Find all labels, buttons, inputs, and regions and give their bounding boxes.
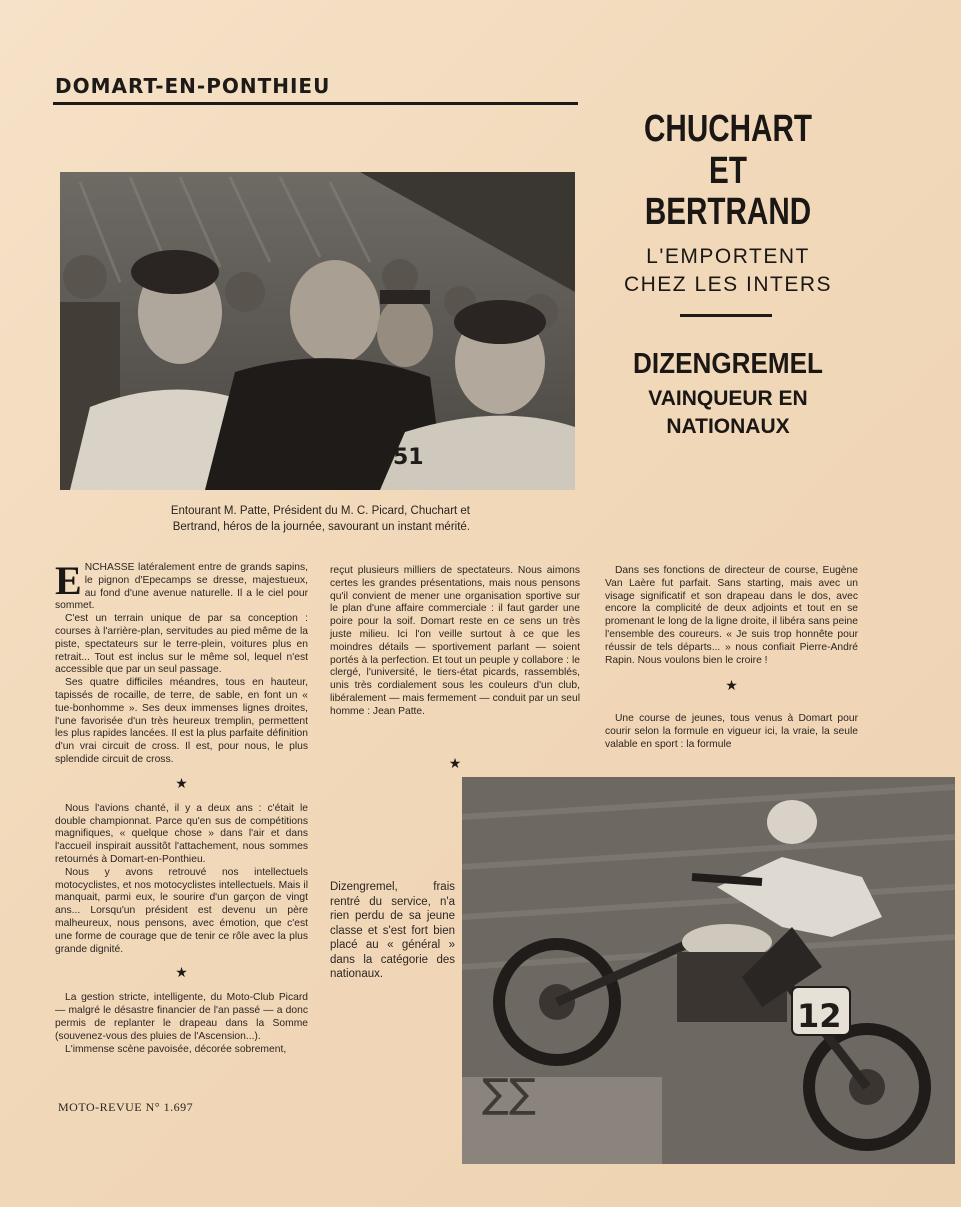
motocross-bib-number: 12 [797, 997, 842, 1035]
headline-line-4: L'EMPORTENT [646, 245, 810, 268]
col1-paragraph: La gestion stricte, intelligente, du Moto-Club Picard — malgré le désastre financier de l'an passé — a donc permis de replanter le drapeau dans la Somme (souvenez-vous des pluies de l'Ascension...). [55, 992, 308, 1042]
headline-line-1: CHUCHART [644, 108, 812, 150]
star-separator: ★ [725, 677, 738, 694]
star-separator: ★ [175, 774, 188, 791]
section-header: DOMART-EN-PONTHIEU [55, 74, 331, 98]
article-column-2 [330, 565, 580, 719]
svg-text:∑∑: ∑∑ [482, 1071, 536, 1117]
photo-caption: Entourant M. Patte, Président du M. C. Picard, Chuchart et Bertrand, héros de la journée, savourant un instant mérité. [170, 505, 470, 533]
motocross-photo-image [462, 777, 955, 1164]
headline-line-5: CHEZ LES INTERS [623, 273, 833, 296]
col1-paragraph: NCHASSE latéralement entre de grands sapins, le pignon d'Epecamps se dresse, majestueux, au fond d'une avenue naturelle. Il a le ciel pour sommet. [55, 562, 308, 612]
col1-paragraph: Ses quatre difficiles méandres, tous en hauteur, tapissés de rocaille, de terre, de sable, en font un « tue-bonhomme ». Ses deux immenses lignes droites, l'une favorisée d'un très heureux tremplin, permettent les plus rapides lancées. Il est la plus parfaite définition d'un vrai circuit de cross. Il est, pour nous, le plus splendide circuit de cross. [55, 677, 308, 765]
group-photo-image [60, 172, 575, 490]
motocross-photo [462, 777, 955, 1164]
col1-paragraph: C'est un terrain unique de par sa conception : courses à l'arrière-plan, servitudes au pied même de la piste, spectateurs sur le terre-plein, voitures plus en retrait... Tout est inclus sur le même sol, lequel n'est accessible que par un seul passage. [55, 613, 308, 676]
group-photo [60, 172, 575, 490]
col1-paragraph: Nous l'avions chanté, il y a deux ans : c'était le double championnat. Parce qu'en sus de compétitions magnifiques, « quelque chose » dans l'air et dans l'accueil inspirait aussitôt l'attachement, nous sommes retournés à Domart-en-Ponthieu. [55, 802, 308, 865]
col1-paragraph: L'immense scène pavoisée, décorée sobrement, [65, 1043, 287, 1055]
article-column-1 [55, 558, 308, 1056]
headline-line-8: NATIONAUX [666, 415, 790, 438]
star-separator: ★ [448, 755, 462, 771]
photo-caption-dizengremel: Dizengremel, frais rentré du service, n'a rien perdu de sa jeune classe et s'est fort bien placé au « général » dans la catégorie des nationaux. [330, 881, 455, 980]
page-footer: MOTO-REVUE N° 1.697 [58, 1100, 194, 1114]
article-column-3 [605, 565, 858, 752]
headline-line-2: ET [709, 150, 747, 192]
headline-line-3: BERTRAND [644, 191, 812, 233]
col1-paragraph: Nous y avons retrouvé nos intellectuels motocyclistes, et nos motocyclistes intellectuels. Mais il manquait, parmi eux, le sourire d'un garçon de vingt ans... Lorsqu'un président est devenu un père malheureux, nous pensons, avec émotion, que c'est une forme de courage que de tenir ce rôle avec la plus grande dignité. [55, 866, 308, 955]
star-separator: ★ [175, 964, 188, 981]
rider-bib-number: 51 [393, 445, 424, 470]
col2-paragraph: reçut plusieurs milliers de spectateurs. Nous aimons certes les grandes présentations, mais nous pensons qu'il convient de mener une organisation sportive sur le plan d'une affaire commerciale : il faut garder une poire pour la soif. Domart reste en ce sens un très juste milieu. Ici l'on veille surtout à ce que les moindres détails — sportivement parlant — soient portés à la perfection. Et tout un peuple y collabore : le clergé, l'université, le tiers-état picards, rassemblés, unis très cordialement sous les couleurs d'un club, libéralement — mais fermement — conduit par un seul homme : Jean Patte. [330, 565, 580, 717]
col3-paragraph: Dans ses fonctions de directeur de course, Eugène Van Laère fut parfait. Sans starting, mais avec un visage significatif et son drapeau dans le dos, avec encore la complicité de deux adjoints et tout en se promenant le long de la ligne droite, il libéra sans peine l'ensemble des coureurs. « Je suis trop honnête pour réussir de tels départs... » nous confiait Pierre-André Rapin. Nous voulons bien le croire ! [605, 565, 858, 666]
headline-line-6: DIZENGREMEL [633, 348, 823, 380]
drop-cap: E [55, 558, 82, 603]
section-rule [53, 102, 578, 105]
headline-line-7: VAINQUEUR EN [648, 387, 808, 410]
col3-paragraph: Une course de jeunes, tous venus à Domart pour courir selon la formule en vigueur ici, la vraie, la seule valable en sport : la formule [605, 713, 858, 750]
headline-rule [680, 314, 772, 317]
